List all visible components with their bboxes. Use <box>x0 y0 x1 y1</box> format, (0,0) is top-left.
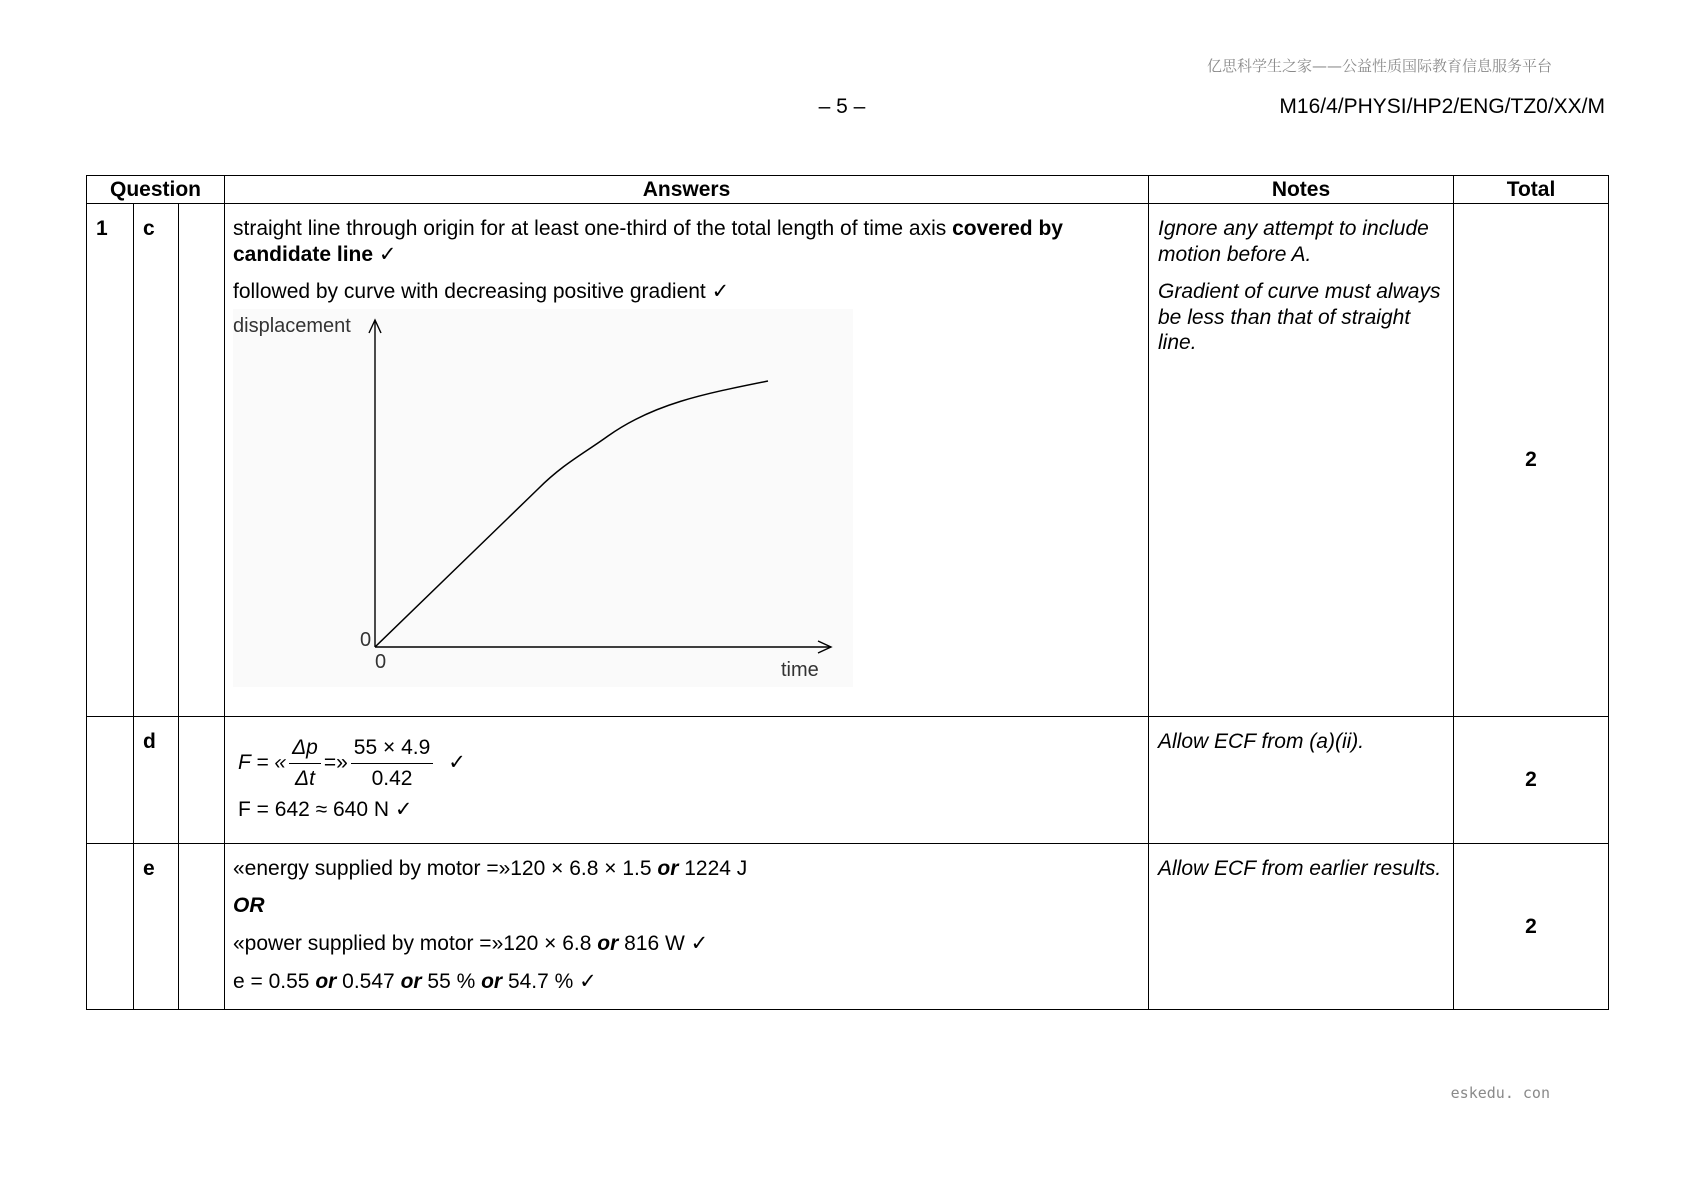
note-text: Allow ECF from earlier results. <box>1158 856 1442 880</box>
note-text: Ignore any attempt to include motion before A. <box>1158 217 1429 266</box>
notes-cell <box>1149 843 1454 1009</box>
total-mark: 2 <box>1454 717 1609 844</box>
answer-line <box>233 856 1140 882</box>
force-equation <box>238 735 1140 791</box>
table-row <box>87 717 1609 844</box>
equation-lhs: F = « <box>238 751 287 775</box>
answer-text: 55 % <box>421 969 482 993</box>
momentum-fraction <box>289 735 321 791</box>
answer-cell <box>225 204 1149 717</box>
question-part: d <box>134 717 179 844</box>
question-number <box>87 717 134 844</box>
total-header: Total <box>1454 176 1609 204</box>
check-mark: ✓ <box>394 797 413 822</box>
answer-text: «power supplied by motor =»120 × 6.8 <box>233 932 598 956</box>
y-axis-label: displacement <box>233 314 351 337</box>
answer-text: followed by curve with decreasing positive gradient <box>233 280 706 304</box>
y-origin-label: 0 <box>360 628 372 651</box>
fraction-denominator: Δt <box>294 766 315 790</box>
answer-line <box>238 797 1140 823</box>
top-watermark: 亿思科学生之家——公益性质国际教育信息服务平台 <box>1206 57 1552 75</box>
fraction-denominator: 0.42 <box>371 766 413 790</box>
displacement-time-graph <box>233 309 873 689</box>
answer-text: 54.7 % <box>502 969 574 993</box>
answer-cell <box>225 717 1149 844</box>
answer-text: 0.547 <box>336 969 401 993</box>
total-mark: 2 <box>1454 204 1609 717</box>
question-part: c <box>134 204 179 717</box>
or-word: or <box>657 856 679 880</box>
question-header: Question <box>87 176 225 204</box>
question-part: e <box>134 843 179 1009</box>
answer-line <box>233 216 1140 267</box>
question-number: 1 <box>87 204 134 717</box>
answers-header: Answers <box>225 176 1149 204</box>
or-word: or <box>315 969 337 993</box>
graph-svg <box>233 309 873 689</box>
answer-line <box>233 969 1140 995</box>
check-mark: ✓ <box>579 968 597 993</box>
answer-text: e = 0.55 <box>233 969 316 993</box>
total-mark: 2 <box>1454 843 1609 1009</box>
table-row <box>87 204 1609 717</box>
question-subpart <box>179 843 225 1009</box>
notes-header: Notes <box>1149 176 1454 204</box>
check-mark: ✓ <box>448 750 466 775</box>
x-origin-label: 0 <box>375 650 387 673</box>
check-mark: ✓ <box>378 241 397 266</box>
question-number <box>87 843 134 1009</box>
notes-cell <box>1149 204 1454 717</box>
x-axis-label: time <box>781 658 819 681</box>
notes-cell <box>1149 717 1454 844</box>
check-mark: ✓ <box>690 931 709 956</box>
equation-equals: =» <box>323 751 348 775</box>
or-word: or <box>481 969 503 993</box>
check-mark: ✓ <box>711 279 730 304</box>
or-separator: OR <box>233 894 265 918</box>
answer-line <box>233 279 1140 305</box>
fraction-numerator: 55 × 4.9 <box>351 735 433 764</box>
header-row <box>87 176 1609 204</box>
question-subpart <box>179 204 225 717</box>
fraction-numerator: Δp <box>289 735 321 764</box>
answer-bold-text: covered by candidate line <box>233 217 1063 266</box>
graph-background <box>233 309 853 687</box>
markscheme-table <box>86 175 1609 1010</box>
bottom-watermark: eskedu. con <box>1450 1084 1550 1102</box>
answer-text: straight line through origin for at least one-third of the total length of time axis <box>233 217 953 240</box>
value-fraction <box>351 735 433 791</box>
answer-text: «energy supplied by motor =»120 × 6.8 × 1.5 <box>233 856 658 880</box>
page-number: – 5 – <box>818 95 866 118</box>
question-subpart <box>179 717 225 844</box>
note-text: Allow ECF from (a)(ii). <box>1158 730 1365 753</box>
answer-text: 816 W <box>618 932 685 956</box>
answer-text: 1224 J <box>678 856 748 880</box>
document-code: M16/4/PHYSI/HP2/ENG/TZ0/XX/M <box>1279 95 1605 118</box>
table-row <box>87 843 1609 1009</box>
or-word: or <box>400 969 422 993</box>
answer-cell <box>225 843 1149 1009</box>
note-text: Gradient of curve must always be less than that of straight line. <box>1158 280 1441 355</box>
answer-text: F = 642 ≈ 640 N <box>238 798 390 822</box>
answer-line <box>233 931 1140 957</box>
or-word: or <box>597 932 619 956</box>
